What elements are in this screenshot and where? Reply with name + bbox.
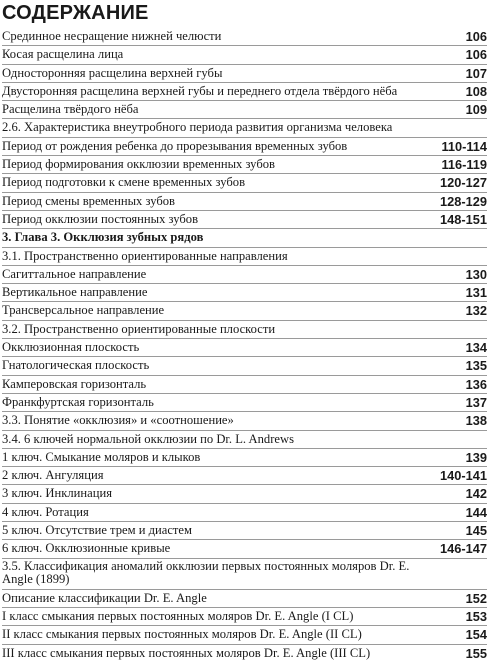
toc-entry-label: I класс смыкания первых постоянных моляров Dr. E. Angle (I CL) <box>2 608 354 623</box>
toc-entry <box>2 284 487 302</box>
toc-entry <box>2 28 487 46</box>
toc-entry-page: 153 <box>465 608 487 624</box>
toc-entry-label: II класс смыкания первых постоянных моляров Dr. E. Angle (II CL) <box>2 627 362 642</box>
toc-entry <box>2 266 487 284</box>
toc-entry-page: 142 <box>465 486 487 502</box>
toc-entry-page: 130 <box>465 266 487 282</box>
toc-entry-label: 3.5. Классификация аномалий окклюзии первых постоянных моляров Dr. E. Angle (1899) <box>2 558 410 586</box>
toc-entry-page: 152 <box>465 590 487 606</box>
toc-entry-label: Описание классификации Dr. E. Angle <box>2 590 207 605</box>
toc-entry-page: 128-129 <box>440 193 487 209</box>
page-title: СОДЕРЖАНИЕ <box>2 2 149 24</box>
toc-entry-label: 3. Глава 3. Окклюзия зубных рядов <box>2 230 204 245</box>
toc-entry <box>2 590 487 608</box>
toc-entry <box>2 357 487 375</box>
toc-section-heading <box>2 248 487 266</box>
toc-entry-label: Вертикальное направление <box>2 285 148 300</box>
toc-entry-page: 116-119 <box>441 157 487 173</box>
toc-entry-page: 135 <box>465 358 487 374</box>
toc-entry <box>2 540 487 558</box>
toc-entry-page: 146-147 <box>440 541 487 557</box>
toc-entry <box>2 339 487 357</box>
toc-entry-label: Камперовская горизонталь <box>2 376 147 391</box>
toc-entry <box>2 485 487 503</box>
toc-entry-label: 1 ключ. Смыкание моляров и клыков <box>2 449 201 464</box>
toc-section-heading <box>2 412 487 430</box>
toc-entry-label: III класс смыкания первых постоянных моляров Dr. E. Angle (III CL) <box>2 645 371 660</box>
toc-entry-label: 3.3. Понятие «окклюзия» и «соотношение» <box>2 413 234 428</box>
toc-entry-page: 154 <box>465 627 487 643</box>
toc-entry-label: 2.6. Характеристика внеутробного периода развития организма человека <box>2 120 393 135</box>
toc-entry-label: Период окклюзии постоянных зубов <box>2 211 199 226</box>
toc-section-heading <box>2 119 487 137</box>
toc-entry-label: Срединное несращение нижней челюсти <box>2 29 222 43</box>
toc-entry-label: Период от рождения ребенка до прорезывания временных зубов <box>2 138 348 153</box>
toc-entry <box>2 174 487 192</box>
toc-entry <box>2 645 487 662</box>
toc-section-heading <box>2 559 487 590</box>
toc-entry-label: Расщелина твёрдого нёба <box>2 102 139 117</box>
toc-entry-label: 6 ключ. Окклюзионные кривые <box>2 541 171 556</box>
toc-entry <box>2 156 487 174</box>
toc-entry-label: Гнатологическая плоскость <box>2 358 150 373</box>
toc-entry-page: 108 <box>465 83 487 99</box>
toc-entry <box>2 138 487 156</box>
toc-entry <box>2 504 487 522</box>
toc-entry-label: Период смены временных зубов <box>2 193 175 208</box>
toc-entry-label: 2 ключ. Ангуляция <box>2 468 104 483</box>
toc-entry <box>2 394 487 412</box>
toc-section-heading <box>2 321 487 339</box>
toc-entry-page: 136 <box>465 376 487 392</box>
toc-entry-label: 3.4. 6 ключей нормальной окклюзии по Dr. L. Andrews <box>2 431 294 446</box>
toc-entry-label: Франкфуртская горизонталь <box>2 394 154 409</box>
toc-entry-page: 144 <box>465 504 487 520</box>
toc-entry-page: 145 <box>465 523 487 539</box>
toc-entry-label: Односторонняя расщелина верхней губы <box>2 65 223 80</box>
table-of-contents <box>2 28 487 662</box>
toc-entry <box>2 46 487 64</box>
toc-entry-page: 138 <box>465 413 487 429</box>
toc-entry-page: 120-127 <box>440 175 487 191</box>
toc-entry-label: Сагиттальное направление <box>2 266 147 281</box>
toc-entry <box>2 376 487 394</box>
toc-entry-page: 155 <box>465 645 487 661</box>
toc-entry-label: 3.2. Пространственно ориентированные плоскости <box>2 321 276 336</box>
toc-entry-page: 107 <box>465 65 487 81</box>
toc-entry <box>2 83 487 101</box>
toc-entry-page: 139 <box>465 449 487 465</box>
toc-entry <box>2 193 487 211</box>
toc-entry-label: 4 ключ. Ротация <box>2 504 89 519</box>
toc-entry-label: 5 ключ. Отсутствие трем и диастем <box>2 523 192 538</box>
toc-entry-page: 140-141 <box>440 468 487 484</box>
toc-entry-page: 132 <box>465 303 487 319</box>
toc-entry-label: Окклюзионная плоскость <box>2 340 140 355</box>
toc-entry-page: 110-114 <box>441 138 487 154</box>
toc-entry-label: Двусторонняя расщелина верхней губы и переднего отдела твёрдого нёба <box>2 83 398 98</box>
toc-entry <box>2 211 487 229</box>
toc-entry-page: 109 <box>465 102 487 118</box>
toc-entry <box>2 449 487 467</box>
toc-entry <box>2 522 487 540</box>
toc-entry-page: 106 <box>465 29 487 44</box>
toc-chapter-heading <box>2 229 487 247</box>
toc-entry-label: Трансверсальное направление <box>2 303 165 318</box>
toc-entry <box>2 626 487 644</box>
toc-entry-label: Период формирования окклюзии временных зубов <box>2 157 275 172</box>
toc-entry <box>2 101 487 119</box>
toc-entry-label: 3.1. Пространственно ориентированные направления <box>2 248 288 263</box>
toc-section-heading <box>2 431 487 449</box>
toc-entry-page: 106 <box>465 47 487 63</box>
toc-entry-page: 131 <box>465 285 487 301</box>
toc-entry-label: Период подготовки к смене временных зубов <box>2 175 246 190</box>
toc-entry-label: 3 ключ. Инклинация <box>2 486 112 501</box>
toc-entry <box>2 302 487 320</box>
toc-entry <box>2 608 487 626</box>
toc-entry-page: 134 <box>465 340 487 356</box>
toc-entry-label: Косая расщелина лица <box>2 47 124 62</box>
toc-entry-page: 148-151 <box>440 211 487 227</box>
toc-entry <box>2 65 487 83</box>
toc-entry <box>2 467 487 485</box>
toc-entry-page: 137 <box>465 394 487 410</box>
